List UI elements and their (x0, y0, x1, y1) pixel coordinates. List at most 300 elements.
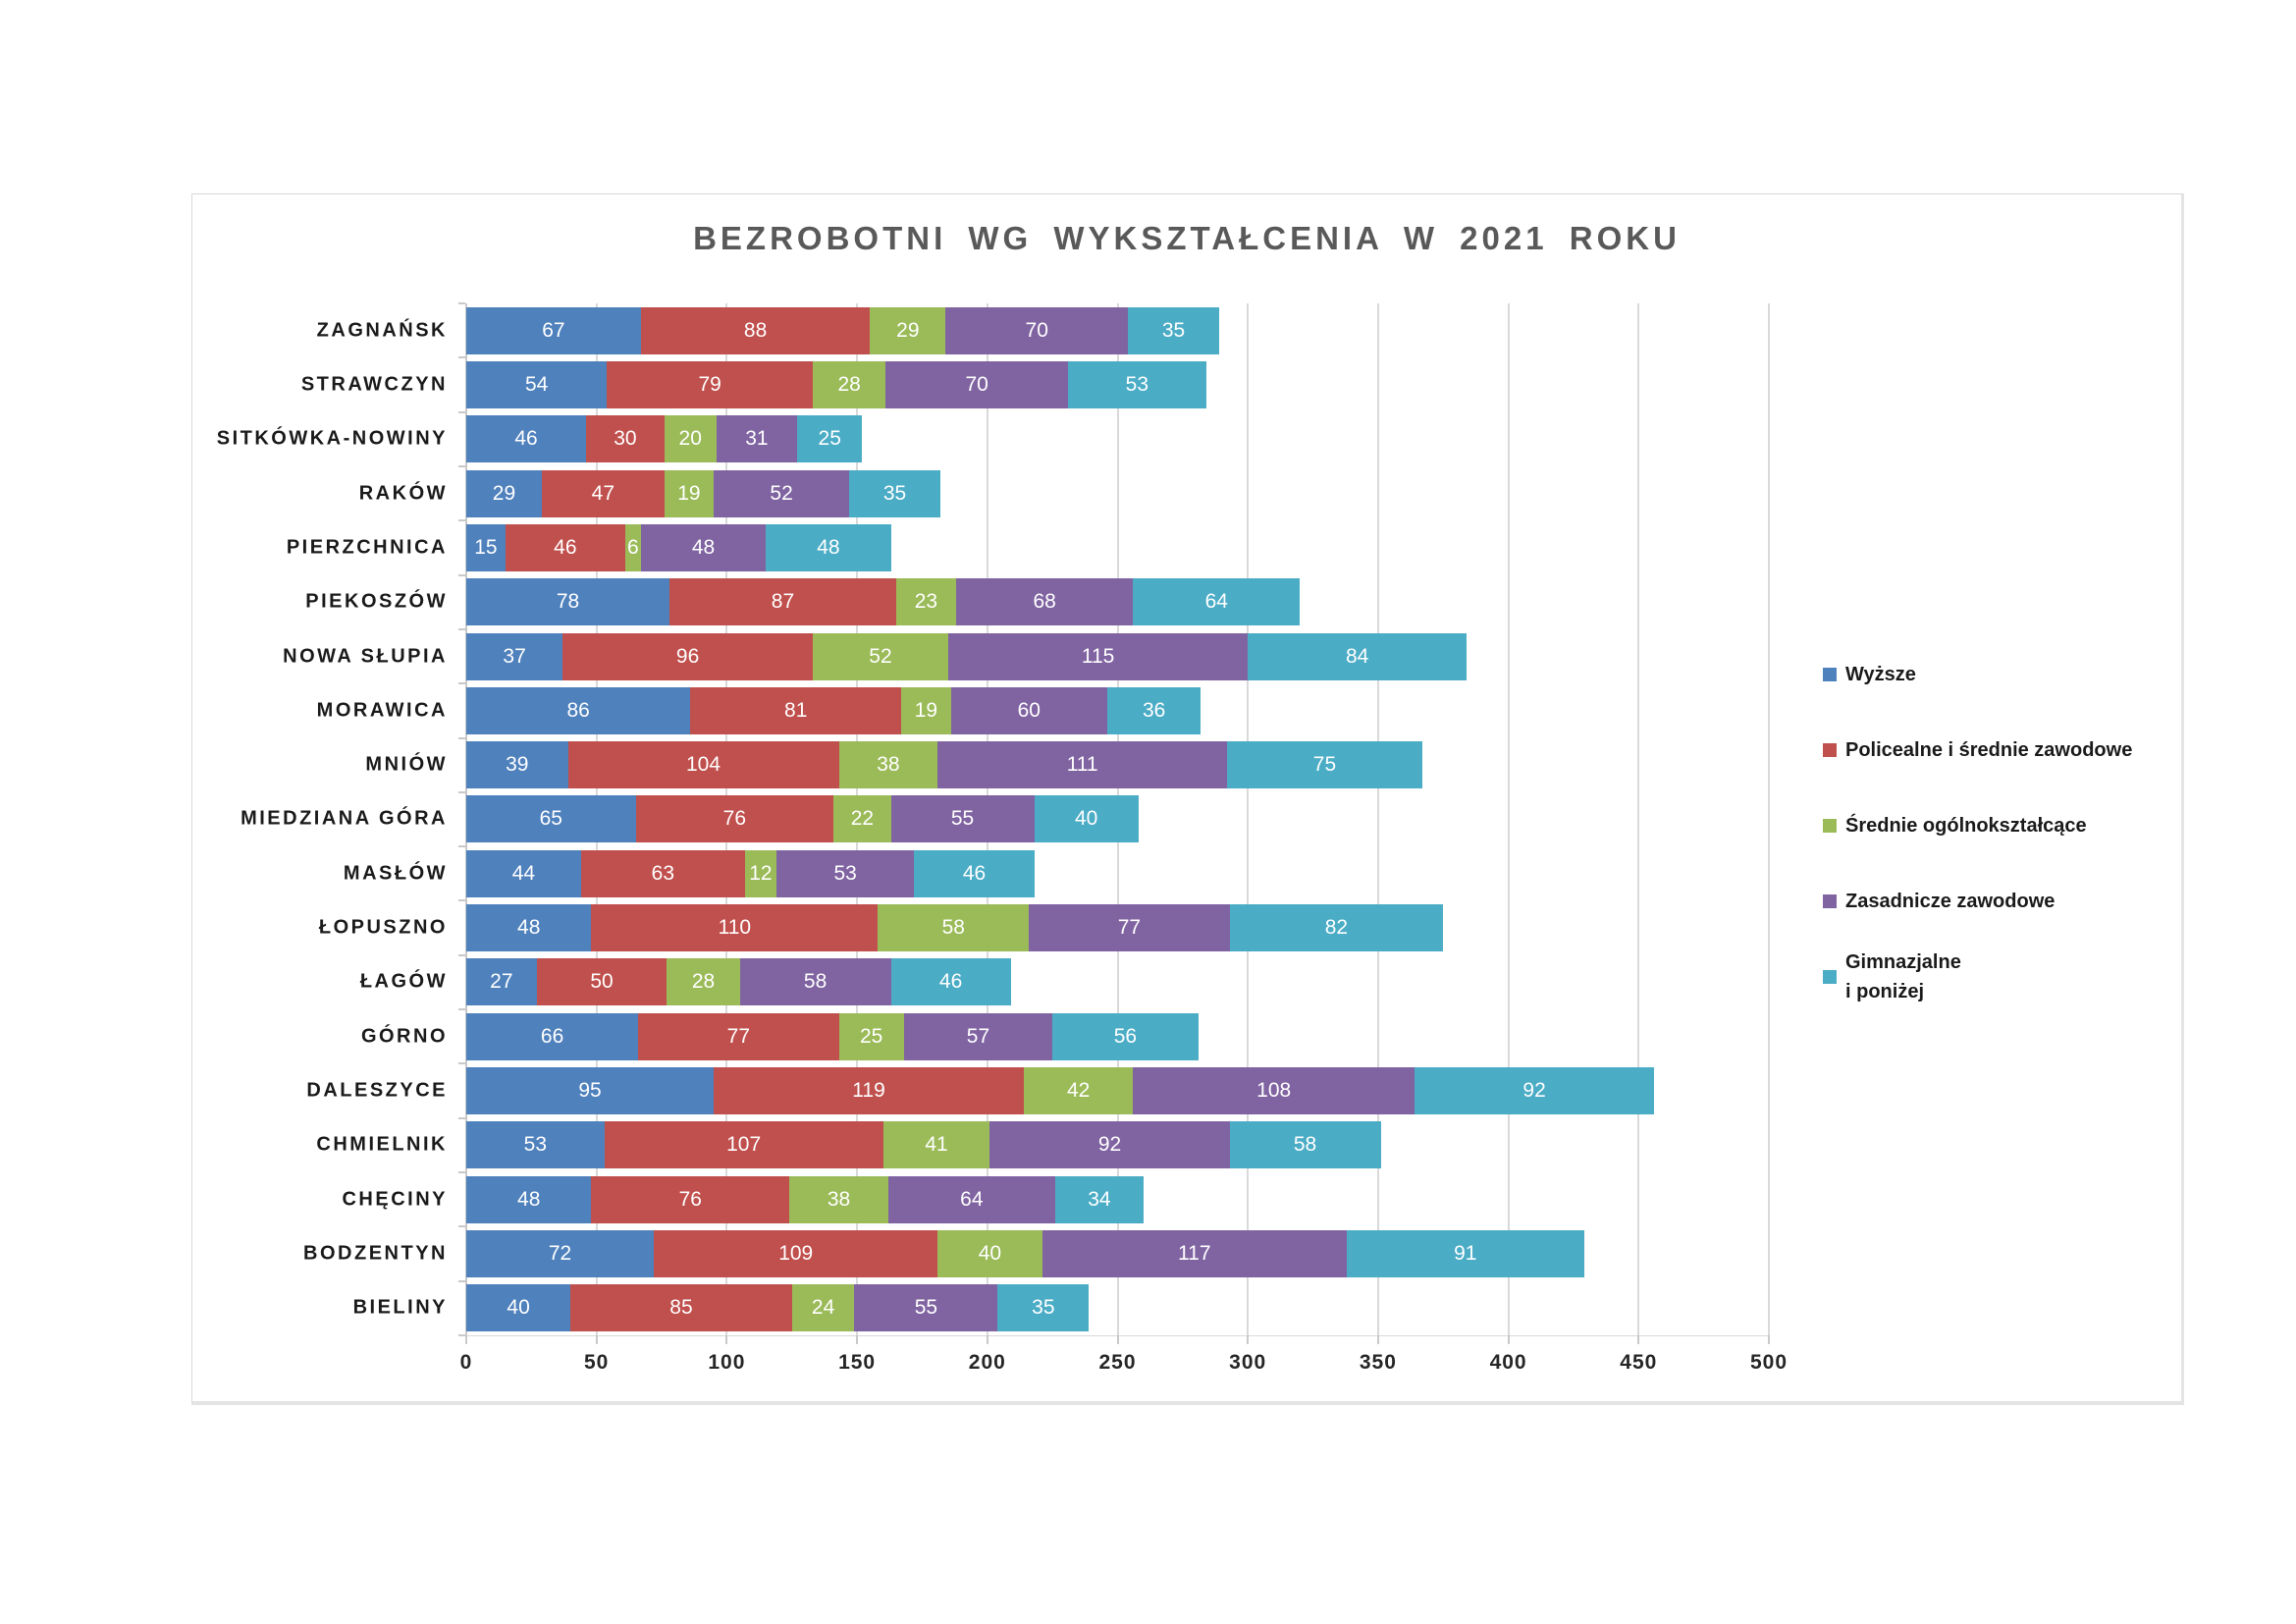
bar-segment (937, 741, 1227, 788)
value-label: 28 (691, 970, 716, 994)
bar-segment (951, 687, 1107, 734)
bar-segment (945, 307, 1128, 354)
bar-segment (1107, 687, 1201, 734)
value-label: 57 (966, 1024, 990, 1048)
value-label: 115 (1081, 644, 1115, 668)
stacked-bar (466, 795, 1769, 842)
bar-segment (542, 470, 665, 517)
stacked-bar (466, 741, 1769, 788)
x-tick-label-350: 350 (1359, 1351, 1397, 1374)
x-tick-mark-200 (987, 1335, 988, 1344)
category-axis-tick (458, 899, 465, 901)
value-label: 39 (506, 753, 529, 777)
x-tick-mark-150 (856, 1335, 858, 1344)
bar-row (352, 1281, 1769, 1335)
value-label: 82 (1324, 916, 1349, 940)
stacked-bar (466, 1121, 1769, 1168)
bar-segment (997, 1284, 1089, 1331)
stacked-bar (466, 1230, 1769, 1277)
category-axis-tick (458, 465, 465, 467)
value-label: 66 (540, 1024, 564, 1048)
value-label: 46 (554, 535, 577, 559)
value-label: 77 (726, 1024, 750, 1048)
category-label: NOWA SŁUPIA (283, 645, 448, 668)
value-label: 46 (514, 427, 538, 451)
x-tick-label-150: 150 (838, 1351, 877, 1374)
value-label: 92 (1097, 1133, 1122, 1157)
bar-segment (989, 1121, 1229, 1168)
bar-segment (1248, 633, 1467, 680)
stacked-bar (466, 524, 1769, 571)
legend-item (1823, 863, 2176, 939)
bar-segment (586, 415, 665, 462)
value-label: 53 (833, 861, 857, 885)
bar-segment (740, 958, 891, 1005)
value-label: 117 (1178, 1241, 1211, 1265)
x-tick-label-450: 450 (1620, 1351, 1658, 1374)
bar-row (300, 357, 1769, 411)
bar-row (305, 575, 1769, 629)
x-axis (459, 1335, 1789, 1398)
value-label: 77 (1117, 916, 1142, 940)
bar-segment (537, 958, 667, 1005)
value-label: 30 (614, 427, 637, 451)
bar-segment (914, 850, 1034, 897)
x-tick-mark-450 (1637, 1335, 1639, 1344)
bar-segment (1068, 361, 1206, 408)
value-label: 81 (784, 698, 808, 722)
stacked-bar (466, 687, 1769, 734)
x-tick-mark-400 (1508, 1335, 1510, 1344)
value-label: 35 (1161, 318, 1186, 342)
value-label: 64 (960, 1187, 984, 1211)
value-label: 47 (591, 481, 614, 505)
bar-segment (466, 687, 690, 734)
bar-segment (568, 741, 839, 788)
category-axis-tick (458, 791, 465, 793)
category-axis-tick (458, 1062, 465, 1064)
value-label: 28 (837, 372, 861, 396)
bar-segment (466, 470, 542, 517)
bar-segment (1055, 1176, 1144, 1223)
value-label: 37 (503, 644, 526, 668)
category-axis-tick (458, 1225, 465, 1227)
category-label: ŁAGÓW (359, 970, 448, 993)
bar-segment (714, 1067, 1024, 1114)
stacked-bar (466, 578, 1769, 625)
value-label: 67 (542, 318, 565, 342)
value-label: 54 (524, 372, 549, 396)
bar-segment (904, 1013, 1052, 1060)
bar-segment (870, 307, 945, 354)
bar-segment (813, 633, 948, 680)
value-label: 70 (965, 372, 988, 396)
stacked-bar (466, 958, 1769, 1005)
value-label: 29 (492, 481, 516, 505)
bar-segment (745, 850, 776, 897)
category-label: STRAWCZYN (300, 373, 448, 396)
bar-segment (636, 795, 834, 842)
x-tick-mark-500 (1768, 1335, 1770, 1344)
bar-segment (466, 958, 537, 1005)
bar-segment (891, 795, 1035, 842)
value-label: 27 (490, 970, 513, 994)
value-label: 108 (1256, 1079, 1292, 1103)
value-label: 68 (1033, 590, 1056, 614)
value-label: 53 (1125, 372, 1149, 396)
value-label: 31 (745, 427, 769, 451)
value-label: 58 (803, 970, 828, 994)
x-tick-mark-350 (1377, 1335, 1379, 1344)
bar-segment (1230, 904, 1444, 951)
bar-row (306, 1063, 1769, 1117)
category-label: MORAWICA (316, 699, 448, 722)
category-label: BIELINY (352, 1296, 448, 1319)
legend-label (1845, 947, 1961, 1006)
x-tick-label-100: 100 (708, 1351, 746, 1374)
value-label: 15 (474, 535, 498, 559)
bar-row (359, 955, 1769, 1009)
value-label: 76 (722, 807, 747, 831)
value-label: 35 (882, 481, 907, 505)
bar-segment (605, 1121, 883, 1168)
category-axis-tick (458, 1117, 465, 1119)
bar-segment (714, 470, 849, 517)
legend-swatch (1823, 970, 1837, 984)
category-label: BODZENTYN (303, 1242, 448, 1265)
bar-segment (466, 741, 568, 788)
legend-item (1823, 712, 2176, 787)
x-tick-mark-250 (1117, 1335, 1119, 1344)
bar-row (286, 520, 1769, 574)
bar-segment (1415, 1067, 1654, 1114)
bar-segment (654, 1230, 937, 1277)
value-label: 48 (517, 1187, 541, 1211)
value-label: 78 (556, 590, 580, 614)
category-label: MIEDZIANA GÓRA (240, 807, 448, 830)
stacked-bar (466, 633, 1769, 680)
stacked-bar (466, 307, 1769, 354)
value-label: 64 (1204, 590, 1228, 614)
category-label: GÓRNO (360, 1025, 448, 1048)
value-label: 56 (1113, 1024, 1138, 1048)
bar-segment (570, 1284, 792, 1331)
bar-segment (1133, 1067, 1415, 1114)
bar-row (360, 1009, 1769, 1063)
category-axis-tick (458, 954, 465, 956)
plot-area (216, 303, 1769, 1335)
value-label: 63 (651, 861, 675, 885)
category-label: ZAGNAŃSK (316, 319, 448, 342)
legend-label-line: Gimnazjalne (1845, 950, 1961, 973)
value-label: 22 (850, 807, 875, 831)
bar-segment (792, 1284, 855, 1331)
bar-rows (216, 303, 1769, 1335)
bar-segment (562, 633, 813, 680)
bar-segment (506, 524, 625, 571)
value-label: 6 (626, 535, 639, 559)
value-label: 19 (914, 698, 938, 722)
value-label: 44 (511, 861, 536, 885)
legend-swatch (1823, 894, 1837, 908)
stacked-bar (466, 850, 1769, 897)
legend-swatch (1823, 743, 1837, 757)
bar-segment (896, 578, 956, 625)
x-tick-label-50: 50 (584, 1351, 610, 1374)
value-label: 34 (1088, 1187, 1111, 1211)
x-tick-label-300: 300 (1229, 1351, 1267, 1374)
category-axis-tick (458, 845, 465, 847)
bar-segment (669, 578, 896, 625)
value-label: 85 (669, 1296, 693, 1320)
bar-segment (1347, 1230, 1584, 1277)
bar-row (240, 792, 1769, 846)
bar-segment (888, 1176, 1055, 1223)
stacked-bar (466, 1284, 1769, 1331)
value-label: 23 (914, 590, 938, 614)
bar-segment (466, 524, 506, 571)
value-label: 38 (877, 753, 900, 777)
bar-segment (591, 904, 878, 951)
value-label: 107 (726, 1133, 762, 1157)
value-label: 41 (925, 1133, 948, 1157)
legend-label-line: i poniżej (1845, 980, 1924, 1002)
bar-row (283, 629, 1769, 683)
bar-segment (1029, 904, 1229, 951)
value-label: 40 (978, 1241, 1002, 1265)
bar-segment (1227, 741, 1422, 788)
bar-segment (591, 1176, 789, 1223)
category-axis-tick (458, 1008, 465, 1010)
bar-segment (776, 850, 915, 897)
value-label: 50 (590, 970, 614, 994)
bar-segment (641, 307, 871, 354)
legend-label-line: Średnie ogólnokształcące (1845, 814, 2087, 837)
bar-segment (466, 415, 586, 462)
bar-segment (766, 524, 890, 571)
bar-segment (901, 687, 950, 734)
legend-item (1823, 636, 2176, 712)
stacked-bar (466, 1013, 1769, 1060)
stacked-bar (466, 1067, 1769, 1114)
bar-row (365, 738, 1769, 792)
bar-segment (466, 850, 581, 897)
category-axis-tick (458, 574, 465, 576)
value-label: 40 (507, 1296, 530, 1320)
bar-segment (717, 415, 797, 462)
category-axis-tick (458, 1280, 465, 1282)
bar-segment (891, 958, 1011, 1005)
category-axis-tick (458, 737, 465, 739)
category-label: CHMIELNIK (316, 1133, 448, 1156)
category-axis-tick (458, 519, 465, 521)
value-label: 40 (1074, 807, 1098, 831)
bar-segment (1042, 1230, 1348, 1277)
bar-segment (466, 633, 562, 680)
x-tick-label-500: 500 (1749, 1351, 1789, 1374)
value-label: 65 (539, 807, 562, 831)
bar-segment (1024, 1067, 1133, 1114)
bar-segment (665, 415, 717, 462)
bar-segment (1128, 307, 1219, 354)
bar-segment (466, 1067, 714, 1114)
bar-row (316, 1118, 1769, 1172)
category-label: MASŁÓW (343, 862, 448, 885)
value-label: 76 (678, 1187, 702, 1211)
bar-segment (638, 1013, 838, 1060)
value-label: 53 (523, 1133, 547, 1157)
bar-segment (813, 361, 885, 408)
category-label: SITKÓWKA-NOWINY (216, 427, 448, 450)
bar-segment (883, 1121, 990, 1168)
x-tick-mark-300 (1247, 1335, 1249, 1344)
category-label: PIEKOSZÓW (305, 590, 448, 613)
value-label: 88 (743, 318, 768, 342)
bar-segment (839, 741, 938, 788)
bar-row (216, 412, 1769, 466)
bar-segment (690, 687, 901, 734)
value-label: 60 (1017, 698, 1041, 722)
bar-segment (1133, 578, 1300, 625)
value-label: 72 (548, 1241, 572, 1265)
category-axis-tick (458, 1171, 465, 1173)
bar-segment (667, 958, 739, 1005)
value-label: 86 (566, 698, 590, 722)
value-label: 35 (1032, 1296, 1055, 1320)
value-label: 46 (938, 970, 963, 994)
value-label: 111 (1066, 753, 1098, 777)
value-label: 25 (859, 1024, 883, 1048)
bar-row (318, 900, 1769, 954)
value-label: 58 (941, 916, 965, 940)
legend-label (1845, 660, 1916, 689)
legend-label (1845, 811, 2087, 840)
bar-segment (948, 633, 1248, 680)
category-axis-tick (458, 411, 465, 413)
value-label: 29 (896, 318, 920, 342)
bar-segment (878, 904, 1029, 951)
bar-segment (466, 1176, 591, 1223)
value-label: 104 (685, 753, 721, 777)
x-tick-label-400: 400 (1489, 1351, 1527, 1374)
bar-segment (641, 524, 766, 571)
value-label: 38 (827, 1187, 851, 1211)
bar-segment (625, 524, 641, 571)
category-label: DALESZYCE (306, 1079, 448, 1102)
bar-segment (466, 361, 607, 408)
stacked-bar (466, 470, 1769, 517)
value-label: 36 (1142, 698, 1166, 722)
bar-segment (839, 1013, 904, 1060)
bar-segment (466, 307, 641, 354)
value-label: 119 (852, 1079, 885, 1103)
value-label: 19 (677, 481, 701, 505)
stacked-bar (466, 361, 1769, 408)
value-label: 110 (718, 916, 752, 940)
legend-label-line: Wyższe (1845, 663, 1916, 685)
bar-segment (956, 578, 1133, 625)
bar-row (303, 1226, 1769, 1280)
bar-segment (581, 850, 745, 897)
legend-label (1845, 887, 2055, 916)
legend-item (1823, 939, 2176, 1014)
bar-row (358, 466, 1769, 520)
category-label: PIERZCHNICA (286, 536, 448, 559)
category-axis-tick (458, 356, 465, 358)
bar-segment (466, 795, 636, 842)
value-label: 48 (517, 916, 541, 940)
value-label: 75 (1312, 753, 1337, 777)
x-tick-mark-100 (725, 1335, 727, 1344)
category-axis-tick (458, 628, 465, 630)
category-label: RAKÓW (358, 482, 448, 505)
stacked-bar (466, 904, 1769, 951)
category-label: CHĘCINY (342, 1188, 448, 1211)
x-tick-mark-0 (465, 1335, 467, 1344)
value-label: 70 (1025, 318, 1048, 342)
bar-segment (1035, 795, 1139, 842)
chart-title: BEZROBOTNI WG WYKSZTAŁCENIA W 2021 ROKU (693, 220, 1681, 256)
category-axis-tick (458, 302, 465, 304)
value-label: 46 (962, 861, 987, 885)
value-label: 48 (817, 535, 840, 559)
bar-segment (1052, 1013, 1199, 1060)
legend-label-line: Policealne i średnie zawodowe (1845, 738, 2133, 761)
legend-label-line: Zasadnicze zawodowe (1845, 890, 2056, 912)
stacked-bar (466, 415, 1769, 462)
x-tick-label-200: 200 (968, 1351, 1006, 1374)
bar-segment (797, 415, 862, 462)
value-label: 55 (914, 1296, 938, 1320)
value-label: 96 (675, 644, 700, 668)
value-label: 24 (811, 1296, 835, 1320)
value-label: 42 (1066, 1079, 1091, 1103)
stacked-bar (466, 1176, 1769, 1223)
bar-row (316, 683, 1769, 737)
value-label: 58 (1293, 1133, 1317, 1157)
value-label: 52 (770, 481, 793, 505)
value-label: 55 (950, 807, 975, 831)
bar-segment (849, 470, 940, 517)
bar-row (343, 846, 1769, 900)
value-label: 79 (698, 372, 721, 396)
category-axis-tick (458, 682, 465, 684)
value-label: 91 (1454, 1241, 1477, 1265)
x-tick-label-0: 0 (459, 1351, 473, 1374)
bar-segment (1230, 1121, 1381, 1168)
bar-segment (466, 1121, 605, 1168)
value-label: 48 (691, 535, 716, 559)
value-label: 84 (1345, 644, 1369, 668)
bar-segment (833, 795, 890, 842)
value-label: 52 (869, 644, 892, 668)
legend-item (1823, 787, 2176, 863)
bar-segment (466, 1013, 638, 1060)
value-label: 92 (1522, 1079, 1546, 1103)
x-tick-label-250: 250 (1098, 1351, 1137, 1374)
value-label: 87 (771, 590, 795, 614)
legend (1823, 636, 2176, 1014)
bar-segment (466, 1284, 570, 1331)
category-label: ŁOPUSZNO (318, 916, 448, 939)
bar-segment (466, 1230, 654, 1277)
value-label: 20 (678, 427, 702, 451)
bar-row (316, 303, 1769, 357)
bar-segment (665, 470, 714, 517)
value-label: 109 (778, 1241, 814, 1265)
value-label: 25 (818, 427, 841, 451)
bar-segment (466, 904, 591, 951)
